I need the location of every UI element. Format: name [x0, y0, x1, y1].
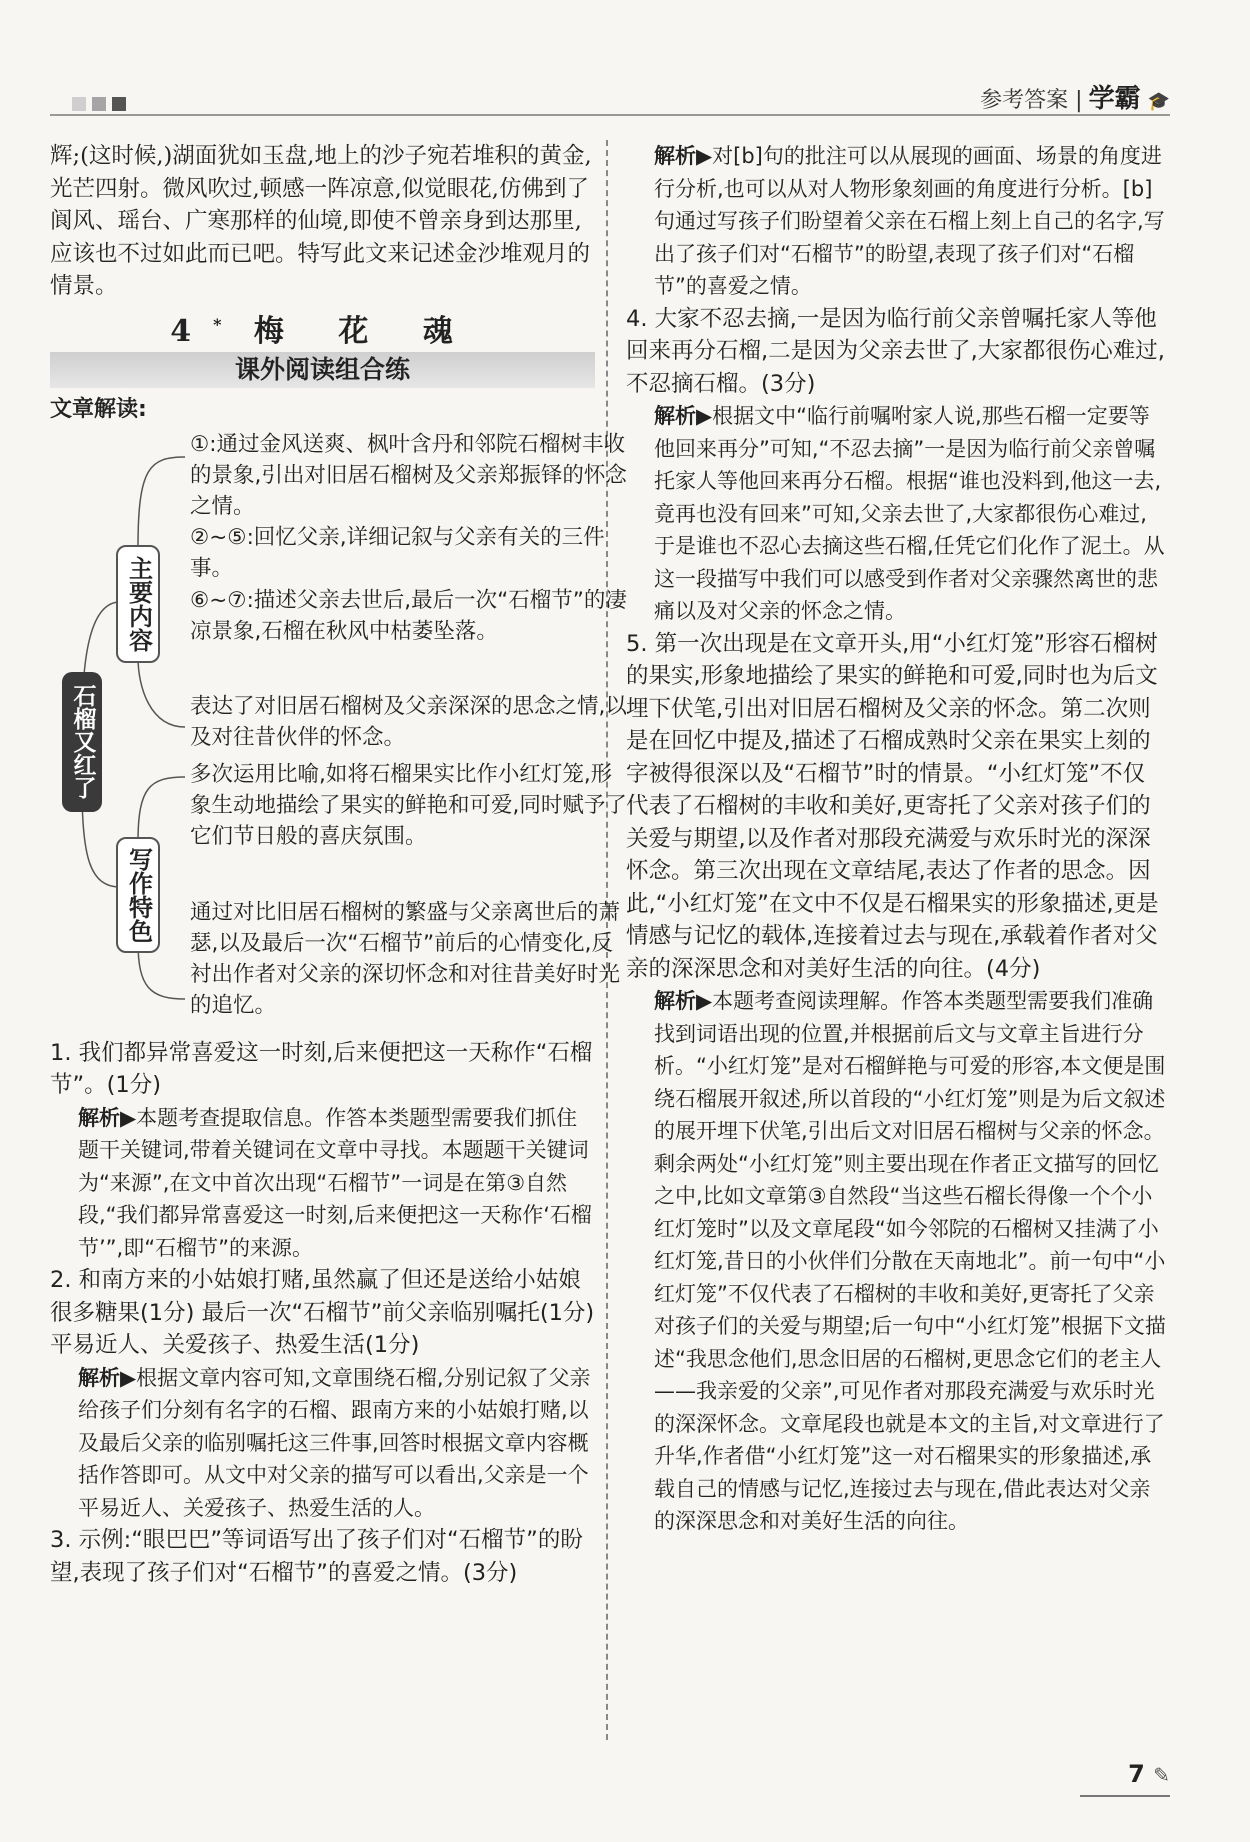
- mindmap-root: 石榴又红了: [62, 672, 102, 812]
- header-mark: [92, 97, 106, 111]
- lesson-name: 梅 花 魂: [253, 313, 475, 349]
- answer-2: 2. 和南方来的小姑娘打赌,虽然赢了但还是送给小姑娘很多糖果(1分) 最后一次“石榴节”前父亲临别嘱托(1分) 平易近人、关爱孩子、热爱生活(1分): [50, 1267, 595, 1358]
- answer-4: 4. 大家不忍去摘,一是因为临行前父亲曾嘱托家人等他回来再分石榴,二是因为父亲去世了,大家都很伤心难过,不忍摘石榴。(3分): [626, 305, 1165, 397]
- mindmap-branch-style: 写作特色: [116, 837, 160, 953]
- mindmap: [50, 427, 627, 1037]
- explanation-text: 本题考查提取信息。作答本类题型需要我们抓住题干关键词,带着关键词在文章中寻找。本题题干关键词为“来源”,在文中首次出现“石榴节”一词是在第③自然段,“我们都异常喜爱这一时刻,后来便把这一天称作‘石榴节’”,即“石榴节”的来源。: [78, 1105, 592, 1260]
- explanation-4: [626, 400, 1166, 628]
- mindmap-item: 表达了对旧居石榴树及父亲深深的思念之情,以及对往昔伙伴的怀念。: [190, 693, 627, 750]
- explanation-label: 解析▶: [654, 989, 713, 1013]
- mindmap-branch-content: 主要内容: [116, 545, 160, 663]
- answer-3: 3. 示例:“眼巴巴”等词语写出了孩子们对“石榴节”的盼望,表现了孩子们对“石榴节”的喜爱之情。(3分): [50, 1527, 583, 1586]
- mindmap-item: ①:通过金风送爽、枫叶含丹和邻院石榴树丰收的景象,引出对旧居石榴树及父亲郑振铎的怀念之情。: [190, 431, 627, 519]
- left-column: [50, 140, 627, 1589]
- explanation-2: [50, 1362, 595, 1525]
- mindmap-item: ⑥~⑦:描述父亲去世后,最后一次“石榴节”的凄凉景象,石榴在秋风中枯萎坠落。: [190, 587, 627, 644]
- page-number-text: 7: [1128, 1760, 1145, 1788]
- pencil-icon: ✎: [1153, 1763, 1170, 1787]
- explanation-3: [626, 140, 1166, 303]
- header-right: [980, 78, 1170, 115]
- graduation-cap-icon: 🎓: [1147, 91, 1170, 112]
- answer-5: 5. 第一次出现是在文章开头,用“小红灯笼”形容石榴树的果实,形象地描绘了果实的鲜艳和可爱,同时也为后文埋下伏笔,引出对旧居石榴树及父亲的怀念。第二次则是在回忆中提及,描述了石榴成熟时父亲在果实上刻的字被得很深以及“石榴节”时的情景。“小红灯笼”不仅代表了石榴树的丰收和美好,更寄托了父亲对孩子们的关爱与期望,以及作者对那段充满爱与欢乐时光的深深怀念。第三次出现在文章结尾,表达了作者的思念。因此,“小红灯笼”在文中不仅是石榴果实的形象描述,更是情感与记忆的载体,连接着过去与现在,承载着作者对父亲的深深思念和对美好生活的向往。(4分): [626, 630, 1159, 982]
- lesson-star: *: [213, 314, 222, 334]
- right-column: [626, 140, 1166, 1538]
- explanation-label: 解析▶: [654, 144, 713, 168]
- explanation-text: 对[b]句的批注可以从展现的画面、场景的角度进行分析,也可以从对人物形象刻画的角度进行分析。[b]句通过写孩子们盼望着父亲在石榴上刻上自己的名字,写出了孩子们对“石榴节”的盼望,表现了孩子们对“石榴节”的喜爱之情。: [654, 144, 1165, 298]
- header-mark: [112, 97, 126, 111]
- section-label: 文章解读:: [50, 397, 147, 422]
- mindmap-item: ②~⑤:回忆父亲,详细记叙与父亲有关的三件事。: [190, 524, 605, 581]
- reference-answer-label: 参考答案 |: [980, 88, 1083, 113]
- page-number: [1128, 1760, 1170, 1788]
- section-band: 课外阅读组合练: [50, 352, 595, 388]
- footer-rule: [1080, 1795, 1170, 1797]
- explanation-label: 解析▶: [654, 404, 713, 428]
- explanation-label: 解析▶: [78, 1105, 137, 1130]
- explanation-text: 根据文章内容可知,文章围绕石榴,分别记叙了父亲给孩子们分刻有名字的石榴、跟南方来的小姑娘打赌,以及最后父亲的临别嘱托这三件事,回答时根据文章内容概括作答即可。从文中对父亲的描写可以看出,父亲是一个平易近人、关爱孩子、热爱生活的人。: [78, 1365, 591, 1520]
- mindmap-item: 多次运用比喻,如将石榴果实比作小红灯笼,形象生动地描绘了果实的鲜艳和可爱,同时赋予了它们节日般的喜庆氛围。: [190, 761, 627, 849]
- lesson-title: [50, 309, 595, 349]
- brand-logo: 学霸: [1088, 84, 1141, 114]
- explanation-text: 根据文中“临行前嘱咐家人说,那些石榴一定要等他回来再分”可知,“不忍去摘”一是因为临行前父亲曾嘱托家人等他回来再分石榴。根据“谁也没料到,他这一去,竟再也没有回来”可知,父亲去世了,大家都很伤心难过,于是谁也不忍心去摘这些石榴,任凭它们化作了泥土。从这一段描写中我们可以感受到作者对父亲骤然离世的悲痛以及对父亲的怀念之情。: [654, 404, 1165, 623]
- explanation-text: 本题考查阅读理解。作答本类题型需要我们准确找到词语出现的位置,并根据前后文与文章主旨进行分析。“小红灯笼”是对石榴鲜艳与可爱的形容,本文便是围绕石榴展开叙述,所以首段的“小红灯笼”则是为后文叙述的展开埋下伏笔,引出后文对旧居石榴树与父亲的怀念。剩余两处“小红灯笼”则主要出现在作者正文描写的回忆之中,比如文章第③自然段“当这些石榴长得像一个个小红灯笼时”以及文章尾段“如今邻院的石榴树又挂满了小红灯笼,昔日的小伙伴们分散在天南地北”。前一句中“小红灯笼”不仅代表了石榴树的丰收和美好,更寄托了父亲对孩子们的关爱与期望;后一句中“小红灯笼”根据下文描述“我思念他们,思念旧居的石榴树,更思念它们的老主人——我亲爱的父亲”,可见作者对那段充满爱与欢乐时光的深深怀念。文章尾段也就是本文的主旨,对文章进行了升华,作者借“小红灯笼”这一对石榴果实的形象描述,承载自己的情感与记忆,连接过去与现在,借此表达对父亲的深深思念和对美好生活的向往。: [654, 989, 1166, 1533]
- header-mark: [72, 97, 86, 111]
- explanation-label: 解析▶: [78, 1365, 137, 1390]
- explanation-1: [50, 1102, 595, 1265]
- answer-1: 1. 我们都异常喜爱这一时刻,后来便把这一天称作“石榴节”。(1分): [50, 1039, 593, 1098]
- mindmap-item: 通过对比旧居石榴树的繁盛与父亲离世后的萧瑟,以及最后一次“石榴节”前后的心情变化,反衬出作者对父亲的深切怀念和对往昔美好时光的追忆。: [190, 899, 621, 1018]
- intro-paragraph: 辉;(这时候,)湖面犹如玉盘,地上的沙子宛若堆积的黄金,光芒四射。微风吹过,顿感一阵凉意,似觉眼花,仿佛到了阆风、瑶台、广寒那样的仙境,即使不曾亲身到达那里,应该也不过如此而已吧。特写此文来记述金沙堆观月的情景。: [50, 143, 592, 299]
- explanation-5: [626, 985, 1166, 1538]
- lesson-number: 4: [170, 313, 214, 349]
